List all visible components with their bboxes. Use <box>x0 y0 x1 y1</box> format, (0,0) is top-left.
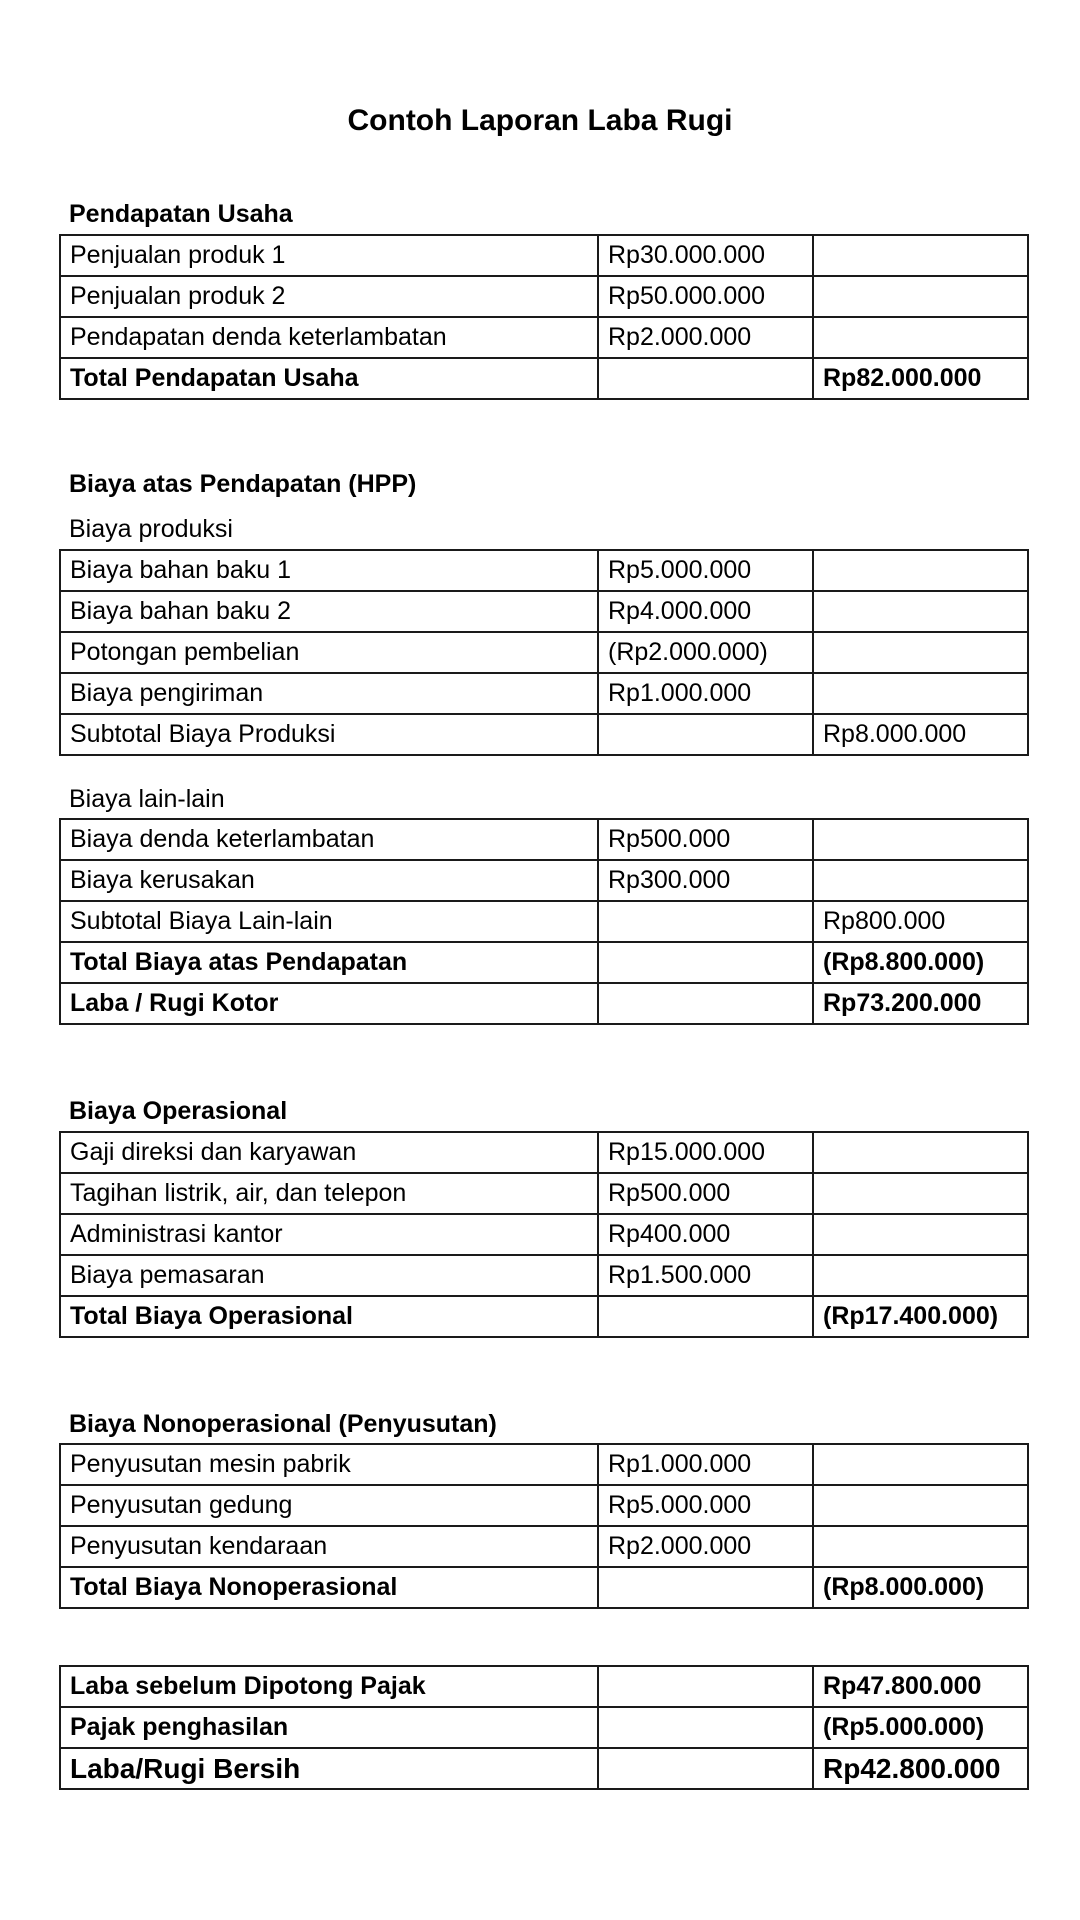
row-total: Rp82.000.000 <box>813 358 1028 399</box>
row-label: Biaya pemasaran <box>60 1255 598 1296</box>
row-label: Penjualan produk 2 <box>60 276 598 317</box>
table-row <box>60 819 1028 860</box>
row-amount: Rp300.000 <box>598 860 813 901</box>
row-total <box>813 1214 1028 1255</box>
row-total: Rp800.000 <box>813 901 1028 942</box>
row-total <box>813 591 1028 632</box>
row-total <box>813 1526 1028 1567</box>
section-heading-pendapatan: Pendapatan Usaha <box>69 200 293 228</box>
row-amount: Rp400.000 <box>598 1214 813 1255</box>
row-total <box>813 317 1028 358</box>
row-amount: Rp5.000.000 <box>598 1485 813 1526</box>
table-row <box>60 317 1028 358</box>
table-row <box>60 1255 1028 1296</box>
row-label: Penyusutan gedung <box>60 1485 598 1526</box>
table-row <box>60 1526 1028 1567</box>
row-amount <box>598 1666 813 1707</box>
row-amount: Rp1.500.000 <box>598 1255 813 1296</box>
row-total <box>813 1485 1028 1526</box>
row-amount <box>598 714 813 755</box>
row-amount <box>598 1296 813 1337</box>
row-total <box>813 632 1028 673</box>
row-amount: Rp2.000.000 <box>598 1526 813 1567</box>
total-row <box>60 1296 1028 1337</box>
row-amount: Rp1.000.000 <box>598 1444 813 1485</box>
row-label: Subtotal Biaya Lain-lain <box>60 901 598 942</box>
row-label: Administrasi kantor <box>60 1214 598 1255</box>
row-amount: Rp15.000.000 <box>598 1132 813 1173</box>
gross-profit-row <box>60 983 1028 1024</box>
table-laba-bersih <box>59 1665 1029 1790</box>
row-label: Laba/Rugi Bersih <box>60 1748 598 1789</box>
row-total: (Rp17.400.000) <box>813 1296 1028 1337</box>
row-total <box>813 1444 1028 1485</box>
row-total <box>813 235 1028 276</box>
row-label: Penjualan produk 1 <box>60 235 598 276</box>
row-label: Laba sebelum Dipotong Pajak <box>60 1666 598 1707</box>
row-amount <box>598 1748 813 1789</box>
row-label: Biaya kerusakan <box>60 860 598 901</box>
table-row <box>60 276 1028 317</box>
table-row <box>60 860 1028 901</box>
table-operasional <box>59 1131 1029 1338</box>
total-row <box>60 942 1028 983</box>
row-total <box>813 819 1028 860</box>
row-total <box>813 276 1028 317</box>
row-total <box>813 1255 1028 1296</box>
row-label: Total Pendapatan Usaha <box>60 358 598 399</box>
table-row <box>60 673 1028 714</box>
row-amount <box>598 942 813 983</box>
row-amount: Rp5.000.000 <box>598 550 813 591</box>
row-amount <box>598 1567 813 1608</box>
row-amount <box>598 983 813 1024</box>
row-label: Tagihan listrik, air, dan telepon <box>60 1173 598 1214</box>
row-amount: Rp1.000.000 <box>598 673 813 714</box>
row-total: (Rp8.800.000) <box>813 942 1028 983</box>
row-label: Biaya bahan baku 1 <box>60 550 598 591</box>
row-amount <box>598 358 813 399</box>
row-label: Pajak penghasilan <box>60 1707 598 1748</box>
row-label: Biaya denda keterlambatan <box>60 819 598 860</box>
row-total: (Rp5.000.000) <box>813 1707 1028 1748</box>
row-total: (Rp8.000.000) <box>813 1567 1028 1608</box>
row-total: Rp8.000.000 <box>813 714 1028 755</box>
row-total: Rp47.800.000 <box>813 1666 1028 1707</box>
row-label: Gaji direksi dan karyawan <box>60 1132 598 1173</box>
table-row <box>60 1173 1028 1214</box>
table-nonoperasional <box>59 1443 1029 1609</box>
subheading-biaya-produksi: Biaya produksi <box>69 515 233 543</box>
row-label: Total Biaya atas Pendapatan <box>60 942 598 983</box>
row-amount: Rp500.000 <box>598 1173 813 1214</box>
subheading-biaya-lain: Biaya lain-lain <box>69 785 225 813</box>
row-total <box>813 550 1028 591</box>
row-total <box>813 1132 1028 1173</box>
subtotal-row <box>60 714 1028 755</box>
row-amount: Rp30.000.000 <box>598 235 813 276</box>
table-row <box>60 591 1028 632</box>
row-label: Biaya bahan baku 2 <box>60 591 598 632</box>
subtotal-row <box>60 901 1028 942</box>
pretax-profit-row <box>60 1666 1028 1707</box>
row-amount <box>598 1707 813 1748</box>
tax-row <box>60 1707 1028 1748</box>
table-row <box>60 632 1028 673</box>
table-pendapatan <box>59 234 1029 400</box>
row-total <box>813 673 1028 714</box>
section-heading-operasional: Biaya Operasional <box>69 1097 288 1125</box>
row-label: Total Biaya Operasional <box>60 1296 598 1337</box>
row-amount: Rp50.000.000 <box>598 276 813 317</box>
table-row <box>60 1485 1028 1526</box>
row-label: Penyusutan mesin pabrik <box>60 1444 598 1485</box>
net-profit-row <box>60 1748 1028 1789</box>
row-label: Biaya pengiriman <box>60 673 598 714</box>
page-title: Contoh Laporan Laba Rugi <box>347 104 733 137</box>
total-row <box>60 1567 1028 1608</box>
row-amount: Rp500.000 <box>598 819 813 860</box>
row-total: Rp73.200.000 <box>813 983 1028 1024</box>
row-total: Rp42.800.000 <box>813 1748 1028 1789</box>
row-amount: Rp2.000.000 <box>598 317 813 358</box>
section-heading-nonoperasional: Biaya Nonoperasional (Penyusutan) <box>69 1410 497 1438</box>
row-label: Laba / Rugi Kotor <box>60 983 598 1024</box>
row-amount: Rp4.000.000 <box>598 591 813 632</box>
table-row <box>60 235 1028 276</box>
row-label: Subtotal Biaya Produksi <box>60 714 598 755</box>
table-biaya-produksi <box>59 549 1029 756</box>
table-row <box>60 1214 1028 1255</box>
table-row <box>60 1444 1028 1485</box>
row-total <box>813 1173 1028 1214</box>
section-heading-hpp: Biaya atas Pendapatan (HPP) <box>69 470 417 498</box>
table-row <box>60 550 1028 591</box>
row-label: Pendapatan denda keterlambatan <box>60 317 598 358</box>
total-row <box>60 358 1028 399</box>
row-label: Penyusutan kendaraan <box>60 1526 598 1567</box>
row-label: Total Biaya Nonoperasional <box>60 1567 598 1608</box>
row-amount <box>598 901 813 942</box>
table-row <box>60 1132 1028 1173</box>
table-biaya-lain <box>59 818 1029 1025</box>
row-total <box>813 860 1028 901</box>
row-label: Potongan pembelian <box>60 632 598 673</box>
row-amount: (Rp2.000.000) <box>598 632 813 673</box>
